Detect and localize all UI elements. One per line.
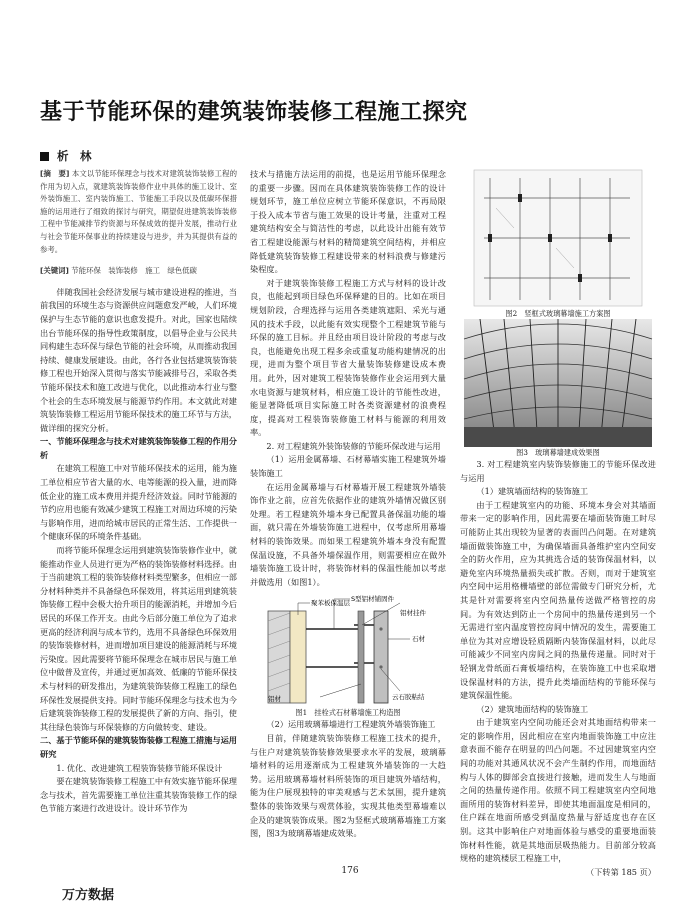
subheading: （1）建筑墙面结构的装饰施工 (476, 486, 589, 497)
figure-1-stone-curtain-wall-diagram (250, 589, 446, 718)
column-1 (40, 168, 237, 816)
column-2 (250, 168, 446, 841)
subheading: 1. 优化、改进建筑工程装饰装修节能环保设计 (56, 762, 223, 773)
page-title: 基于节能环保的建筑装饰装修工程施工探究 (40, 100, 468, 125)
figure-3-drawing (460, 319, 656, 447)
paragraph: 目前，伴随建筑装饰装修工程施工技术的提升，与住户对建筑装饰装修效果要求水平的发展，玻璃幕墙材料的运用逐渐成为工程建筑外墙装饰的一大趋势。运用玻璃幕墙材料所装饰的项目建筑外墙结构，能为住户展现独特的审美观感与艺术氛围，提升建筑整体的装饰效果与观赏体验，实现其他类型幕墙难以企及的建筑装饰成果。图2为竖框式玻璃幕墙施工方案图，图3为玻璃幕墙建成效果。 (250, 733, 446, 839)
aluminum-profile (358, 611, 364, 703)
intro-paragraph: 伴随我国社会经济发展与城市建设进程的推进，当前我国的环境生态与资源供应问题愈发严峻，人们环境保护与生态节能的意识也愈发提升。对此，国家也陆续出台节能环保的指导性政策制度，以倡导企业与公民共同构建生态环保与绿色节能的社会环境，从而推动我国持续、健康发展建设。由此，各行各业包括建筑装饰装修工程也开始深入贯彻与落实节能减排号召，采取各类节能环保技术和施工改进与优化，以此推动本行业与整个社会的生态环境发展与能源节约作用。本文就此对建筑装饰装修工程运用节能环保技术的施工环节与方法，做详细的探究分析。 (40, 286, 237, 433)
figure-1-drawing (250, 589, 446, 707)
paragraph: 要在建筑装饰装修工程施工中有效实施节能环保理念与技术，首先需要施工单位注重其装饰装修工作的绿色节能方案进行改进设计。设计环节作为 (40, 776, 237, 814)
label-insulation: 聚苯板保温层 (311, 599, 350, 608)
square-bullet-icon (40, 152, 49, 161)
subheading: 3. 对工程建筑室内装饰装修施工的节能环保改进与运用 (460, 459, 656, 483)
subheading: （2）运用玻璃幕墙进行工程建筑外墙装饰施工 (266, 719, 436, 730)
subheading: （1）运用金属幕墙、石材幕墙实施工程建筑外墙装饰施工 (250, 454, 446, 479)
column-3 (460, 168, 656, 879)
author-name: 析 林 (57, 149, 92, 163)
figure-1-caption: 图1 挂栓式石材幕墙施工构造图 (295, 708, 401, 718)
section-heading-1: 一、节能环保理念与技术对建筑装饰装修工程的作用分析 (40, 436, 237, 460)
concrete-wall (268, 611, 290, 703)
label-aluminum: 铝材 (268, 695, 281, 704)
label-hanger: 铝材挂件 (400, 609, 426, 618)
insulation-layer (290, 611, 306, 703)
paragraph: 技术与措施方法运用的前提，也是运用节能环保理念的重要一步骤。因而在具体建筑装饰装修工作的设计规划环节，施工单位应树立节能环保意识，不再局限于投入成本节省与施工效果的设计考量，注重对工程建筑结构安全与简洁性的考虑，以此设计出能有效节省工程建设能源与材料的精简建筑空间结构，并相应降低建筑装饰装修工程建设带来的材料浪费与修建污染程度。 (250, 169, 446, 275)
figure-2-mullion-glass-curtain-wall (460, 168, 656, 319)
label-stone: 石材 (412, 635, 425, 644)
paragraph: 在建筑工程施工中对节能环保技术的运用，能为施工单位相应节省大量的水、电等能源的投入量，进而降低企业的施工成本费用并提升经济效益。同时节能源的节约应用也能有效减少建筑工程施工对周边环境的污染与影响作用，进而给城市居民的正常生活、工作提供一个健康环保的环境条件基础。 (40, 463, 237, 542)
page-number: 176 (341, 866, 359, 876)
figure-3-caption: 图3 玻璃幕墙建成效果图 (516, 448, 600, 457)
stone-panel (374, 611, 388, 703)
figure-3-glass-curtain-wall-photo (460, 319, 656, 458)
paragraph: 对于建筑装饰装修工程施工方式与材料的设计改良，也能起到项目绿色环保释建的目的。比如在项目规划阶段，合理选择与运用各类建筑遮阳、采光与通风的技术手段，以此能有效实现整个工程建筑节能与环保的施工目标。并且经由项目设计阶段的考虑与改良，也能避免出现工程多余或重复功能构建情况的出现，进而为整个项目节省大量装饰装修建设成本费用。此外，因对建筑工程装饰装修作业会运用到大量水电资源与建筑材料，相应施工设计的节能性改进，能显著降低项目实际施工时各类资源建材的浪费程度，提高对工程装饰装修施工材料与能源的利用效率。 (250, 277, 446, 438)
paragraph: 在运用金属幕墙与石材幕墙开展工程建筑外墙装饰作业之前，应首先依据作业的建筑外墙情况做区别处理。若工程建筑外墙本身已配置具备保温功能的墙面，就只需在外墙装饰施工进程中，仅考虑所用幕墙材料的装饰效果。而如果工程建筑外墙本身没有配置保温设施，不具备外墙保温作用，则需要相应在做外墙装饰施工设计时，将装饰材料的保温性能加以考虑并做选用（如图1）。 (250, 481, 446, 587)
section-heading-2: 二、基于节能环保的建筑装饰装修工程施工措施与运用研究 (40, 735, 237, 759)
keywords: [关键词] 节能环保 装饰装修 施工 绿色低碳 (40, 266, 197, 276)
paragraph: 由于工程建筑室内的功能、环境本身会对其墙面带来一定的影响作用，因此需要在墙面装饰施工时尽可能防止其出现较为显著的表面凹凸问题。在对建筑墙面做装饰施工中，为确保墙面具备维护室内空间安全的防火作用，应为其挑选合适的装饰保温材料，以避免室内环境热量损失或扩散。否则，而对于建筑室内空间中运用格栅墙壁的部位需做专门研究分析，尤其是针对需要将室内空间热量传送做严格管控的房间。为有效达到防止一个房间中的热量传递到另一个无需进行室内温度管控房间中情况的发生，需要施工单位为其对应增设轻质隔断内装饰保温材料，以此尽可能减少不同室内房间之间的热量传递量。同时对于轻钢龙骨纸面石膏板墙结构，在装饰施工中也采取增设保温材料的方法，提升此类墙面结构的节能环保与建筑保温性能。 (460, 499, 656, 701)
continued-note: （下转第 185 页） (586, 866, 656, 877)
author-line (40, 148, 92, 164)
figure-2-drawing (460, 168, 656, 308)
footer-brand: 万方数据 (62, 888, 115, 903)
label-s-bracket: S型铝材铺固件 (351, 595, 395, 604)
paragraph: 由于建筑室内空间功能还会对其地面结构带来一定的影响作用，因此相应在室内地面装饰施工中应注意表面不能存在明显的凹凸问题。不过因建筑室内空间的功能对其通风状况不会产生制约作用，而地面结构与人体的脚部会直接进行接触，进而发生人与地面之间的热量传递作用。依照不同工程建筑室内空间地面所用的装饰材料差异，即使其地面温度是相同的，住户踩在地面所感受到温度热量与舒适度也存在区别。这其中影响住户对地面体验与感受的重要地面装饰材料性能，就是其地面层吸热能力。目前部分较高规格的建筑楼层工程施工中， (460, 717, 656, 864)
paragraph: 而将节能环保理念运用到建筑装饰装修作业中，就能推动作业人员进行更为严格的装饰装修材料选择。由于当前建筑工程的装饰装修材料类型繁多，但相应一部分材料种类并不具备绿色环保效用，将其运用到建筑装饰装修工程中会极大抬升项目的能源消耗，并增加今后居民的环保工作开支。由此今后部分施工单位为了追求更高的经济利润与成本节约，选用不具备绿色环保效用的装饰装修材料，进而增加项目建设的能源消耗与环境污染度。因此需要将节能环保理念在城市居民与施工单位中做普及宣传，并通过更加高效、低廉的节能环保技术与材料的研发推出，为建筑装饰装修工程施工的绿色环保性发展提供支持。同时节能环保理念与技术也为今后建筑装饰装修工程的发展提供了新的方向、指引，使其往绿色装饰与环保装修的方向做转变、建设。 (40, 545, 237, 732)
abstract: [摘 要] 本文以节能环保理念与技术对建筑装饰装修工程的作用为切入点，就建筑装饰装修作业中具体的施工设计、室外装饰施工、室内装饰施工、节能施工手段以及低碳环保措施的运用进行了细致的探讨与研究，期望促进建筑装饰装修工程中节能减排节约资源与环保成效的提升发展，推动行业与社会节能环保事业的持续建设与进步，并为其提供有益的参考。 (40, 169, 237, 254)
figure-2-caption: 图2 竖框式玻璃幕墙施工方案图 (505, 309, 611, 318)
subheading: （2）建筑地面结构的装饰施工 (476, 703, 589, 714)
label-glue: 云石胶粘结 (392, 693, 425, 702)
subheading: 2. 对工程建筑外装饰装修的节能环保改进与运用 (266, 440, 441, 451)
